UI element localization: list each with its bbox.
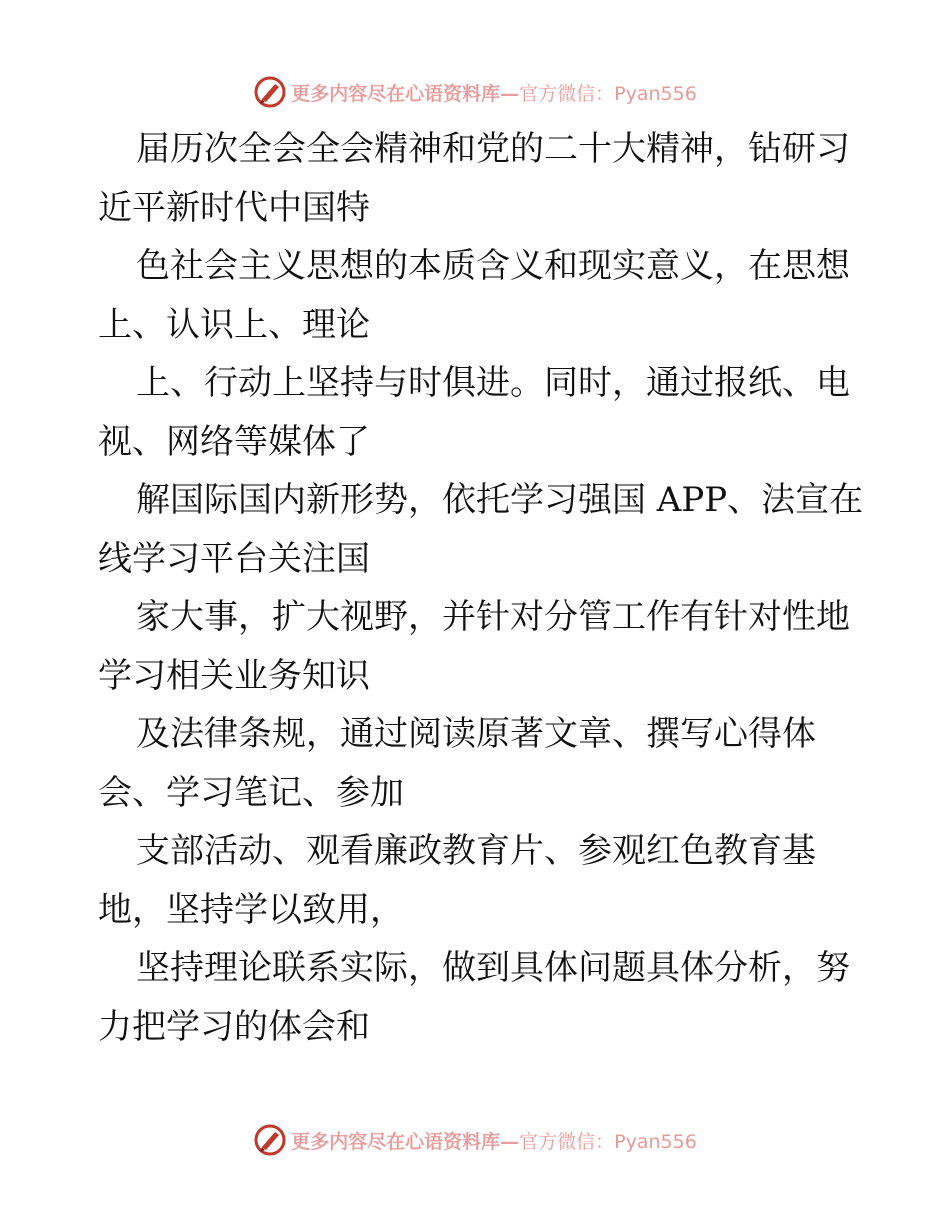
paragraph-line: 届历次全会全会精神和党的二十大精神，钻研习	[136, 129, 850, 169]
paragraph	[98, 588, 858, 705]
paragraph-line: 会、学习笔记、参加	[98, 772, 404, 813]
paragraph-line: 上、行动上坚持与时俱进。同时，通过报纸、电	[136, 363, 850, 403]
pen-heart-logo-icon	[253, 75, 287, 109]
footer-banner	[0, 1118, 950, 1162]
banner-site-text: 更多内容尽在心语资料库—	[291, 82, 520, 105]
paragraph-line: 学习相关业务知识	[98, 655, 370, 696]
paragraph	[98, 120, 858, 237]
paragraph-line: 坚持理论联系实际，做到具体问题具体分析，努	[136, 948, 850, 988]
paragraph-line: 支部活动、观看廉政教育片、参观红色教育基	[136, 831, 816, 871]
paragraph-line: 视、网络等媒体了	[98, 421, 370, 462]
paragraph-line: 地，坚持学以致用，	[98, 889, 404, 930]
document-body	[98, 120, 864, 1056]
paragraph-line: 解国际国内新形势，依托学习强国 APP、法宣在	[136, 480, 864, 520]
paragraph-line: 上、认识上、理论	[98, 304, 370, 345]
header-banner	[0, 70, 950, 114]
paragraph-line: 近平新时代中国特	[98, 187, 370, 228]
paragraph	[98, 822, 858, 939]
paragraph	[98, 705, 858, 822]
paragraph	[98, 939, 858, 1056]
paragraph	[98, 354, 858, 471]
paragraph	[98, 471, 864, 588]
pen-heart-logo-icon	[253, 1123, 287, 1157]
paragraph-line: 色社会主义思想的本质含义和现实意义，在思想	[136, 246, 850, 286]
paragraph-line: 力把学习的体会和	[98, 1006, 370, 1047]
paragraph	[98, 237, 858, 354]
banner-wechat-text: 官方微信：Pyan556	[519, 82, 697, 105]
paragraph-line: 线学习平台关注国	[98, 538, 370, 579]
paragraph-line: 及法律条规，通过阅读原著文章、撰写心得体	[136, 714, 816, 754]
banner-site-text: 更多内容尽在心语资料库—	[291, 1130, 520, 1153]
banner-wechat-text: 官方微信：Pyan556	[519, 1130, 697, 1153]
paragraph-line: 家大事，扩大视野，并针对分管工作有针对性地	[136, 597, 850, 637]
